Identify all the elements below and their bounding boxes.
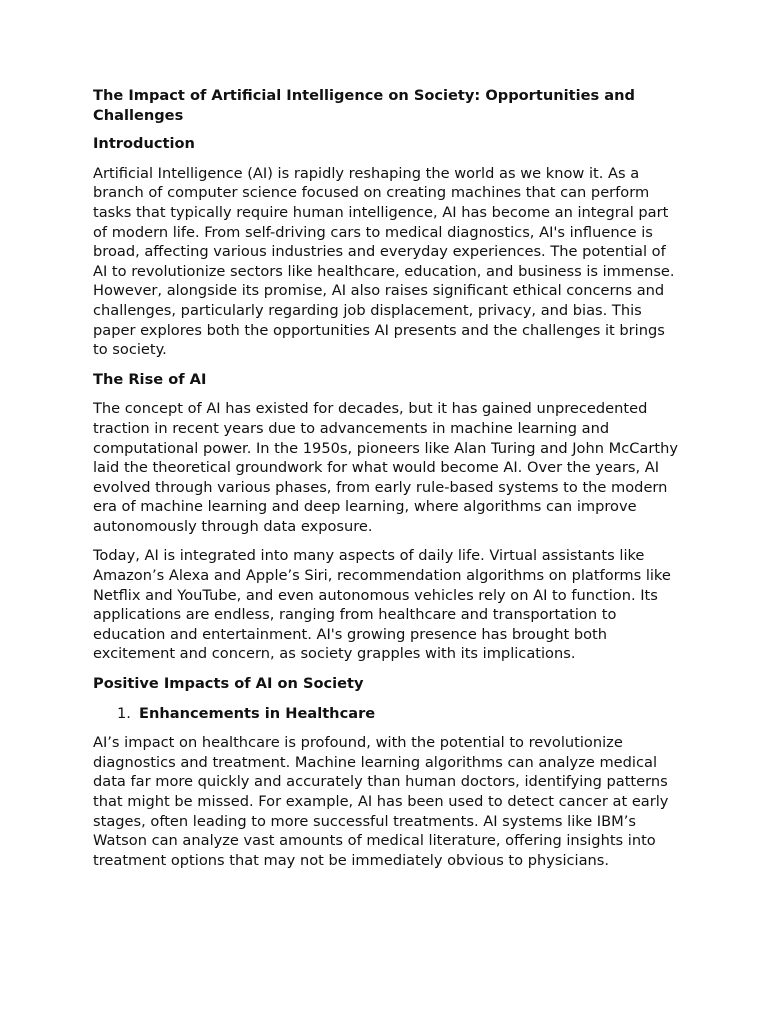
healthcare-list-item — [93, 704, 681, 724]
document-title: The Impact of Artificial Intelligence on Society: Opportunities and Challenges — [93, 87, 635, 124]
document-page — [93, 86, 681, 880]
rise-of-ai-heading: The Rise of AI — [93, 370, 207, 388]
healthcare-heading: Enhancements in Healthcare — [139, 704, 376, 722]
introduction-heading: Introduction — [93, 135, 195, 153]
rise-of-ai-paragraph-1: The concept of AI has existed for decades, but it has gained unprecedented traction in recent years due to advancements in machine learning and computational power. In the 1950s, pioneers like Alan Turing and John McCarthy laid the theoretical groundwork for what would become AI. Over the years, AI evolved through various phases, from early rule-based systems to the modern era of machine learning and deep learning, where algorithms can improve autonomously through data exposure. — [93, 400, 678, 535]
list-number: 1. — [117, 704, 131, 722]
introduction-paragraph: Artificial Intelligence (AI) is rapidly reshaping the world as we know it. As a branch of computer science focused on creating machines that can perform tasks that typically require human intelligence, AI has become an integral part of modern life. From self-driving cars to medical diagnostics, AI's influence is broad, affecting various industries and everyday experiences. The potential of AI to revolutionize sectors like healthcare, education, and business is immense. However, alongside its promise, AI also raises significant ethical concerns and challenges, particularly regarding job displacement, privacy, and bias. This paper explores both the opportunities AI presents and the challenges it brings to society. — [93, 164, 675, 359]
rise-of-ai-paragraph-2: Today, AI is integrated into many aspects of daily life. Virtual assistants like Amazon’s Alexa and Apple’s Siri, recommendation algorithms on platforms like Netflix and YouTube, and even autonomous vehicles rely on AI to function. Its applications are endless, ranging from healthcare and transportation to education and entertainment. AI's growing presence has brought both excitement and concern, as society grapples with its implications. — [93, 547, 671, 663]
positive-impacts-heading: Positive Impacts of AI on Society — [93, 675, 364, 693]
healthcare-paragraph: AI’s impact on healthcare is profound, with the potential to revolutionize diagnostics and treatment. Machine learning algorithms can analyze medical data far more quickly and accurately than human doctors, identifying patterns that might be missed. For example, AI has been used to detect cancer at early stages, often leading to more successful treatments. AI systems like IBM’s Watson can analyze vast amounts of medical literature, offering insights into treatment options that may not be immediately obvious to physicians. — [93, 734, 669, 869]
